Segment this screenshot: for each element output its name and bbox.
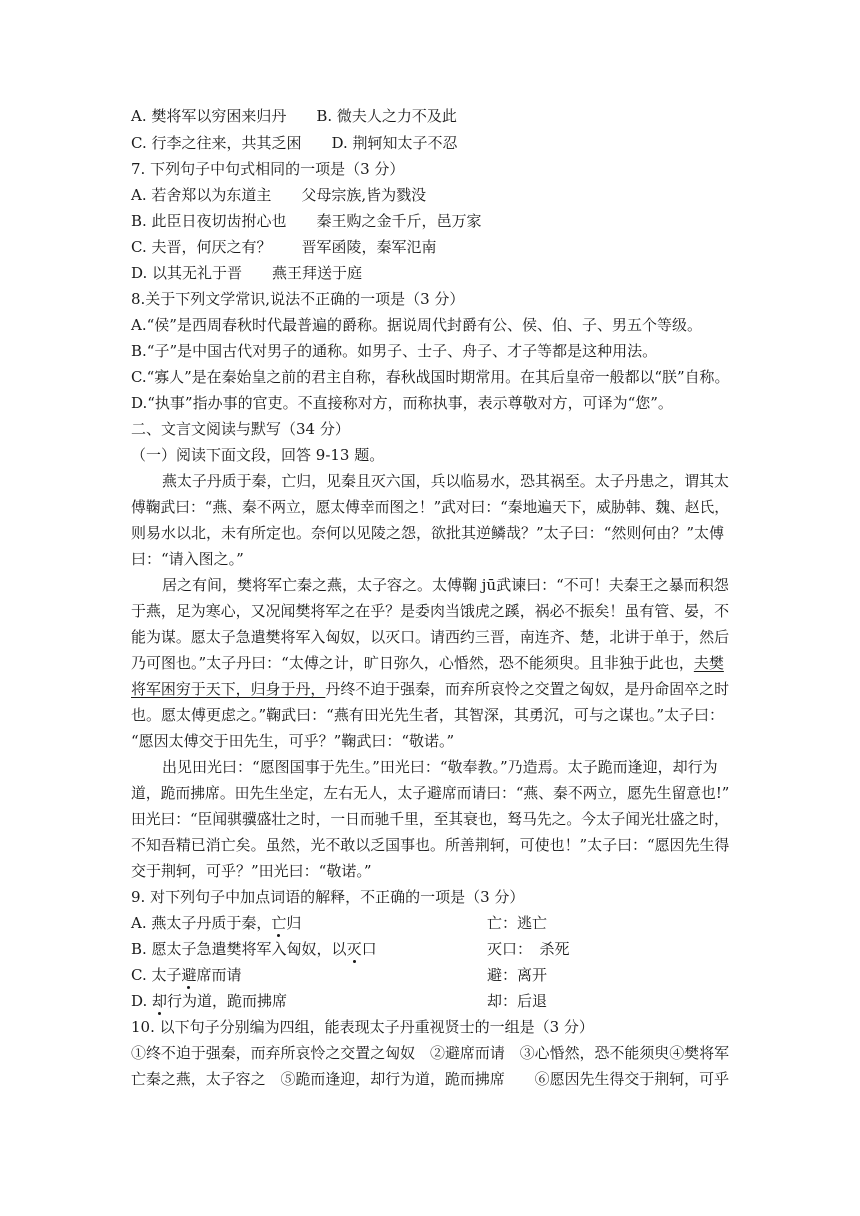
passage-line: 出见田光曰：“愿图国事于先生。”田光曰：“敬奉教。”乃造焉。太子跪而逢迎，却行为 [162,758,718,776]
option-text: B. 愿太子急遣樊将军入匈奴，以 [131,940,347,958]
q10-stem: 10. 以下句子分别编为四组，能表现太子丹重视贤士的一组是（3 分） [131,1018,594,1036]
q9-option-d [131,991,287,1011]
q9-option-b [131,939,377,959]
q9-answer-d: 却：后退 [487,992,548,1010]
option-text: A. 燕太子丹质于秦， [131,914,272,932]
passage-line: 能为谋。愿太子急遣樊将军入匈奴，以灭口。请西约三晋，南连齐、楚，北讲于单于，然后 [131,628,730,646]
q7-option-a: A. 若舍郑以为东道主 父母宗族,皆为戮没 [131,186,427,204]
reading-instruction: （一）阅读下面文段，回答 9-13 题。 [131,446,385,464]
q8-option-a: A.“侯”是西周春秋时代最普遍的爵称。据说周代封爵有公、侯、伯、子、男五个等级。 [131,316,702,334]
underlined-sentence: 夫樊 [693,654,724,672]
option-text: D. [131,992,153,1010]
option-text: C. 太子 [131,966,182,984]
q6-options-cd: C. 行李之往来，共其乏困 D. 荆轲知太子不忍 [131,134,458,152]
passage-text: 丹终不迫于强秦，而弃所哀怜之交置之匈奴，是丹命固卒之时 [325,680,730,698]
dotted-word: 避 [181,966,197,984]
q9-option-a [131,913,301,933]
option-text: 席而请 [196,966,242,984]
q7-option-b: B. 此臣日夜切齿拊心也 秦王购之金千斤，邑万家 [131,212,482,230]
passage-line: 居之有间，樊将军亡秦之燕，太子容之。太傅鞠 jū武谏曰：“不可！夫秦王之暴而积怨 [162,576,729,594]
q9-answer-a: 亡：逃亡 [487,914,548,932]
passage-line: 田光曰：“臣闻骐骥盛壮之时，一日而驰千里，至其衰也，驽马先之。今太子闻光壮盛之时， [131,810,729,828]
option-text: 行为道，跪而拂席 [167,992,288,1010]
q8-option-b: B.“子”是中国古代对男子的通称。如男子、士子、舟子、才子等都是这种用法。 [131,342,658,360]
q10-choices-line: ①终不迫于强秦，而弃所哀怜之交置之匈奴 ②避席而请 ③心惛然，恐不能须臾④樊将军 [131,1044,730,1062]
q7-stem: 7. 下列句子中句式相同的一项是（3 分） [131,160,405,178]
q9-stem: 9. 对下列句子中加点词语的解释，不正确的一项是（3 分） [131,888,525,906]
passage-line: 燕太子丹质于秦，亡归，见秦且灭六国，兵以临易水，恐其祸至。太子丹患之，谓其太 [162,472,729,490]
passage-line: 傅鞠武曰：“燕、秦不两立，愿太傅幸而图之！”武对曰：“秦地遍天下，威胁韩、魏、赵氏， [131,498,730,516]
passage-line: “愿因太傅交于田先生，可乎？”鞠武曰：“敬诺。” [131,732,455,750]
passage-line: 也。愿太傅更虑之。”鞠武曰：“燕有田光先生者，其智深，其勇沉，可与之谋也。”太子曰： [131,706,725,724]
q9-answer-b: 灭口： 杀死 [487,940,570,958]
passage-line: 道，跪而拂席。田先生坐定，左右无人，太子避席而请曰：“燕、秦不两立，愿先生留意也!” [131,784,730,802]
option-text: 口 [361,940,377,958]
q8-option-d: D.“执事”指办事的官吏。不直接称对方，而称执事，表示尊敬对方，可译为“您”。 [131,394,673,412]
passage-line: 不知吾精已消亡矣。虽然，光不敢以乏国事也。所善荆轲，可使也！”太子曰：“愿因先生得 [131,836,730,854]
q9-answer-c: 避：离开 [487,966,548,984]
underlined-sentence: 将军困穷于天下，归身于丹， [131,680,326,698]
q7-option-c: C. 夫晋，何厌之有？ 晋军函陵，秦军氾南 [131,238,437,256]
q8-stem: 8.关于下列文学常识,说法不正确的一项是（3 分） [131,290,465,308]
section-heading: 二、文言文阅读与默写（34 分） [131,420,350,438]
passage-line [131,653,724,673]
q6-options-ab: A. 樊将军以穷困来归丹 B. 微夫人之力不及此 [131,107,457,125]
option-text: 归 [286,914,302,932]
passage-line: 曰：“请入图之。” [131,550,244,568]
passage-line: 交于荆轲，可乎？”田光曰：“敬诺。” [131,862,372,880]
q9-option-c [131,965,242,985]
passage-line: 于燕，足为寒心，又况闻樊将军之在乎？是委肉当饿虎之蹊，祸必不振矣！虽有管、晏，不 [131,602,730,620]
q10-choices-line: 亡秦之燕，太子容之 ⑤跪而逢迎，却行为道，跪而拂席 ⑥愿因先生得交于荆轲，可乎 [131,1070,730,1088]
dotted-word: 亡 [271,914,287,932]
dotted-word: 灭 [346,940,362,958]
passage-line: 则易水以北，未有所定也。奈何以见陵之怨，欲批其逆鳞哉？”太子曰：“然则何由？”太傅 [131,524,725,542]
q7-option-d: D. 以其无礼于晋 燕王拜送于庭 [131,264,363,282]
q8-option-c: C.“寡人”是在秦始皇之前的君主自称，春秋战国时期常用。在其后皇帝一般都以“朕”自称。 [131,368,730,386]
passage-line [131,679,729,699]
passage-text: 乃可图也。”太子丹曰：“太傅之计，旷日弥久，心惛然，恐不能须臾。且非独于此也， [131,654,694,672]
dotted-word: 却 [152,992,168,1010]
